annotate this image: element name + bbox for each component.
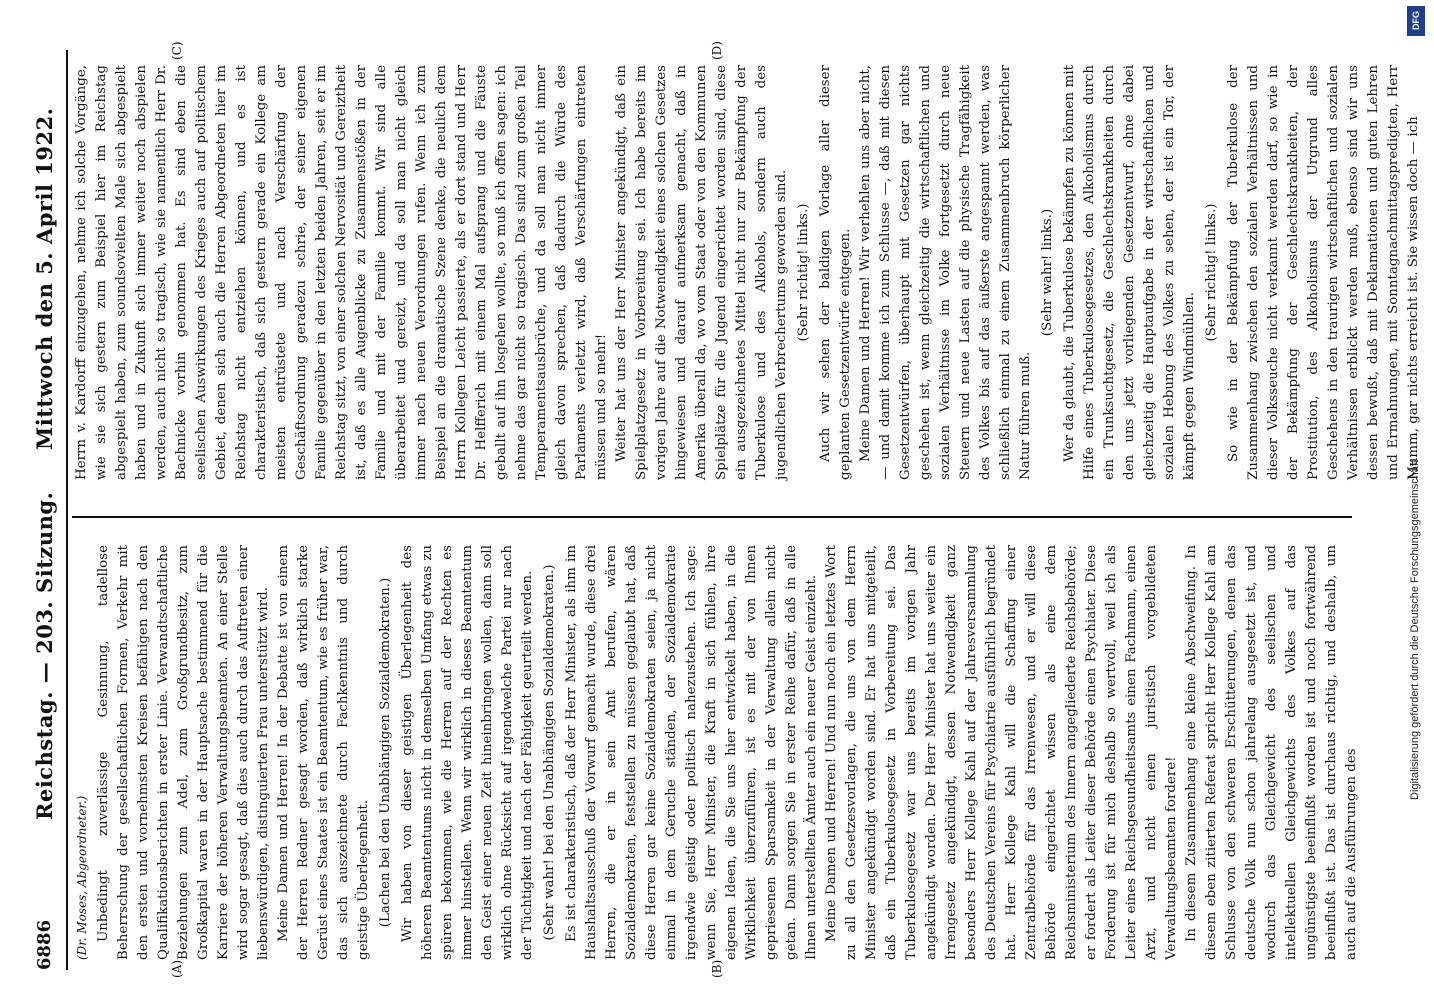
left-column — [72, 545, 1362, 960]
margin-letter-b: (B) — [710, 959, 724, 978]
dfg-logo: DFG — [1407, 6, 1425, 36]
paragraph: Meine Damen und Herren! Und nun noch ein letztes Wort zu all den Gesetzesvorlagen, die uns von dem Herrn Minister angekündigt worden sind. Er hat uns mitgeteilt, daß ein Tuberkulosegesetz in Vorbereitung sei. Das Tuberkulosegesetz war uns bereits im vorigen Jahr angekündigt worden. Der Herr Minister hat uns weiter ein Irrengesetz angekündigt, dessen Notwendigkeit ganz besonders Herr Kollege Kahl auf der Jahresversammlung des Deutschen Vereins für Psychiatrie ausführlich begründet hat. Herr Kollege Kahl will die Schaffung einer Zentralbehörde für das Irrenwesen, und er will diese Behörde eingerichtet wissen als eine dem Reichsministerium des Innern angegliederte Reichsbehörde; er fordert als Leiter dieser Behörde einen Psychiater. Diese Forderung ist für mich deshalb so wertvoll, weil ich als Leiter eines Reichsgesundheitsamts einen Fachmann, einen Arzt, und nicht einen juristisch vorgebildeten Verwaltungsbeamten fordere! — [824, 545, 1179, 960]
page-number: 6886 — [34, 919, 55, 970]
watermark-text: Digitalisierung gefördert durch die Deutsche Forschungsgemeinschaft — [1409, 460, 1421, 800]
interjection: (Sehr richtig! links.) — [796, 203, 811, 342]
paragraph: Wer da glaubt, die Tuberkulose bekämpfen zu können mit Hilfe eines Tuberkulosegesetzes, den Alkoholismus durch ein Trunksuchtgesetz, die Geschlechtskrankheiten durch den uns jetzt vorliegenden Gesetzentwurf, ohne dabei gleichzeitig die Hauptaufgabe in der wirtschaftlichen und sozialen Hebung des Volkes zu sehen, der ist ein Tor, der kämpft gegen Windmühlen. — [1062, 65, 1197, 480]
paragraph: Herrn v. Kardorff einzugehen, nehme ich solche Vorgänge, wie sie sich gestern zum Beispiel hier im Reichstag abgespielt haben, zum soundsovielten Male sich abgespielt haben und in Zukunft sich immer weiter noch abspielen werden, auch nicht so tragisch, wie sie namentlich Herr Dr. Bachnicke vorhin genommen hat. Es sind eben die seelischen Auswirkungen des Krieges auch auf politischem Gebiet, denen sich auch die Herren Abgeordneten hier im Reichstag nicht entziehen können, und es ist charakteristisch, daß sich gestern gerade ein Kollege am meisten entrüstete und nach Verschärfung der Geschäftsordnung geradezu schrie, der seiner eigenen Familie gegenüber in den letzten beiden Jahren, seit er im Reichstag sitzt, von einer solchen Nervosität und Gereiztheit ist, daß es alle Augenblicke zu Zusammenstößen in der Familie und mit der Familie kommt. Wir sind alle überarbeitet und gereizt, und da soll man nicht gleich immer nach neuen Verordnungen rufen. Wenn ich zum Beispiel an die dramatische Szene denke, die neulich dem Herrn Kollegen Leicht passierte, als er dort stand und Herr Dr. Helfferich mit einem Mal aufsprang und die Fäuste geballt auf ihn losgehen wollte, so muß ich offen sagen: ich nehme das gar nicht so tragisch. Das sind zum großen Teil Temperamentsausbrüche, und da soll man nicht immer gleich davon sprechen, daß dadurch die Würde des Parlaments verletzt wird, daß Verschärfungen eintreten müssen und so mehr! — [74, 65, 609, 480]
paragraph: Weiter hat uns der Herr Minister angekündigt, daß ein Spielplatzgesetz in Vorbereitung sei. Ich habe bereits im vorigen Jahre auf die Notwendigkeit eines solchen Gesetzes hingewiesen und darauf aufmerksam gemacht, daß in Amerika überall da, wo vom Staat oder von den Kommunen Spielplätze für die Jugend eingerichtet worden sind, diese ein ausgezeichnetes Mittel nicht nur zur Bekämpfung der Tuberkulose und des Alkohols, sondern auch des jugendlichen Verbrechertums geworden sind. — [614, 65, 789, 480]
interjection: (Sehr wahr! links.) — [1040, 208, 1055, 337]
paragraph: Meine Damen und Herren! In der Debatte ist von einem der Herren Redner gesagt worden, daß wirklich starke Gerüst eines Staates ist ein Beamtentum, wie es früher war, das sich auszeichnete durch Fachkenntnis und durch geistige Überlegenheit. — [276, 545, 371, 960]
interjection: (Sehr wahr! bei den Unabhängigen Sozialdemokraten.) — [542, 564, 557, 941]
margin-letter-c: (C) — [170, 41, 184, 60]
margin-letter-a: (A) — [170, 959, 184, 978]
paragraph: Unbedingt zuverlässige Gesinnung, tadellose Beherrschung der gesellschaftlichen Formen, Verkehr mit den ersten und vornehmsten Kreisen befähigen nach den Qualifikationsberichten in erster Linie. Verwandtschaftliche Beziehungen zum Adel, zum Großgrundbesitz, zum Großkapital waren in der Hauptsache bestimmend für die Karriere der höheren Verwaltungsbeamten. An einer Stelle wird sogar gesagt, daß dies auch durch das Auftreten einer liebenswürdigen, distinguierten Frau unterstützt wird. — [96, 545, 271, 960]
page-header — [26, 50, 68, 970]
margin-letter-d: (D) — [710, 41, 724, 60]
speaker-label: (Dr. Moses, Abgeordneter.) — [75, 795, 89, 960]
paragraph: Es ist charakteristisch, daß der Herr Minister, als ihm im Haushaltsausschuß der Vorwurf gemacht wurde, diese drei Herren, die er in sein Amt berufen, wären Sozialdemokraten, feststellen zu müssen geglaubt hat, daß diese Herren gar keine Sozialdemokraten seien, ja nicht einmal in dem Geruche ständen, der Sozialdemokratie irgendwie geistig oder politisch nahezustehen. Ich sage: wenn Sie, Herr Minister, die Kraft in sich fühlen, ihre eigenen Ideen, die Sie uns hier entwickelt haben, in die Wirklichkeit überzuführen, ist es mit der von Ihnen gepriesenen Sparsamkeit in der Verwaltung allein nicht getan. Dann sorgen Sie in erster Reihe dafür, daß in alle Ihnen unterstellten Ämter auch ein neuer Geist einzieht. — [564, 545, 819, 960]
paragraph: Auch wir sehen der baldigen Vorlage aller dieser geplanten Gesetzentwürfe entgegen. — [818, 65, 853, 480]
header-left-title: Reichstag. — 203. Sitzung. — [32, 491, 57, 820]
column-divider — [72, 516, 1352, 518]
paragraph: Meine Damen und Herren! Wir verhehlen uns aber nicht, — und damit komme ich zum Schlusse —, daß mit diesen Gesetzentwürfen, überhaupt mit Gesetzen gar nichts geschehen ist, wenn gleichzeitig die wirtschaftlichen und sozialen Verhältnisse im Volke fortgesetzt durch neue Steuern und neue Lasten auf die physische Tragfähigkeit des Volkes bis auf das äußerste angespannt werden, was schließlich einmal zu einem Zusammenbruch körperlicher Natur führen muß. — [858, 65, 1033, 480]
funding-watermark — [1404, 0, 1428, 1000]
header-right-title: Mittwoch den 5. April 1922. — [32, 107, 57, 450]
paragraph: In diesem Zusammenhang eine kleine Abschweifung. In diesem eben zitierten Referat spricht Herr Kollege Kahl am Schlusse von den schweren Erschütterungen, denen das deutsche Volk nun schon jahrelang ausgesetzt ist, und wodurch das Gleichgewicht des seelischen und intellektuellen Gleichgewichts des Volkes auf das ungünstigste beeinflußt worden ist und noch fortwährend beeinflußt ist. Das ist durchaus richtig, und deshalb, um auch auf die Ausführungen des — [1184, 545, 1359, 960]
right-column — [72, 65, 1421, 480]
paragraph: Wir haben von dieser geistigen Überlegenheit des höheren Beamtentums nicht in demselben Umfang etwas zu spüren bekommen, wie die Herren auf der Rechten es immer hinstellen. Wenn wir wirklich in dieses Beamtentum den Geist einer neuen Zeit hineinbringen wollen, dann soll wirklich ohne Rücksicht auf irgendwelche Partei nur nach der Tüchtigkeit und nach der Fähigkeit geurteilt werden. — [400, 545, 535, 960]
interjection: (Lachen bei den Unabhängigen Sozialdemokraten.) — [378, 577, 393, 928]
paragraph: So wie in der Bekämpfung der Tuberkulose der Zusammenhang zwischen den sozialen Verhältnissen und dieser Volksseuche nicht verkannt werden darf, so wie in der Bekämpfung der Geschlechtskrankheiten, der Prostitution, des Alkoholismus der Urgrund alles Geschehens in den traurigen wirtschaftlichen und sozialen Verhältnissen erblickt werden muß, ebenso sind wir uns dessen bewußt, daß mit Deklamationen und guten Lehren und Ermahnungen, mit Sonntagnachmittagspredigten, Herr Mumm, gar nichts erreicht ist. Sie wissen doch — ich — [1226, 65, 1421, 480]
interjection: (Sehr richtig! links.) — [1204, 203, 1219, 342]
